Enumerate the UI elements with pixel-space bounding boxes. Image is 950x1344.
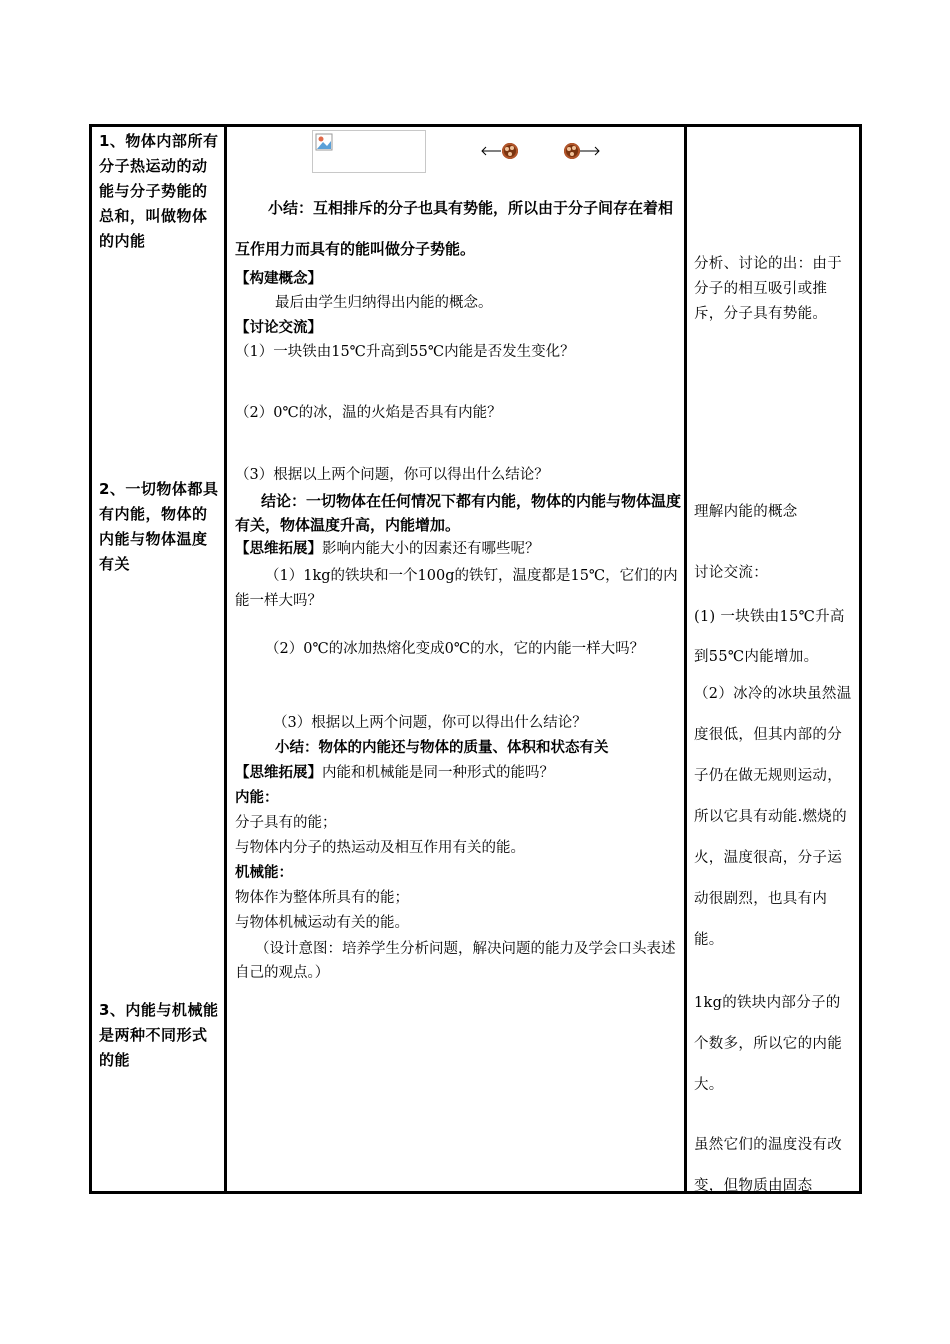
table-left-border — [89, 124, 92, 1194]
broken-image-placeholder — [312, 130, 426, 173]
build-concept-heading: 【构建概念】 — [235, 271, 322, 287]
right-arrow-icon — [580, 146, 602, 156]
mechanical-energy-line-2: 与物体机械运动有关的能。 — [235, 915, 409, 931]
extension-1-question-2: （2）0℃的冰加热熔化变成0℃的水，它的内能一样大吗？ — [265, 641, 645, 657]
build-concept-text: 最后由学生归纳得出内能的概念。 — [275, 295, 493, 311]
extension-1-question-3: （3）根据以上两个问题，你可以得出什么结论？ — [273, 715, 587, 731]
analysis-note: 分析、讨论的出：由于分子的相互吸引或推斥，分子具有势能。 — [694, 256, 842, 322]
summary-factors: 小结：物体的内能还与物体的质量、体积和状态有关 — [275, 740, 609, 756]
conclusion-text: 结论：一切物体在任何情况下都有内能，物体的内能与物体温度有关，物体温度升高，内能增加。 — [235, 492, 682, 534]
discussion-heading: 【讨论交流】 — [235, 320, 322, 336]
table-divider-1 — [224, 124, 227, 1194]
knowledge-point-3: 3、内能与机械能是两种不同形式的能 — [99, 1001, 219, 1069]
extension-1-text: 影响内能大小的因素还有哪些呢？ — [322, 541, 540, 557]
broken-image-icon — [315, 133, 333, 151]
summary-molecular-potential: 小结：互相排斥的分子也具有势能，所以由于分子间存在着相互作用力而具有的能叫做分子势能。 — [235, 199, 674, 258]
extension-1 — [235, 538, 681, 560]
molecule-diagram — [480, 140, 604, 162]
extension-2-text: 内能和机械能是同一种形式的能吗？ — [322, 765, 554, 781]
answer-3: 1kg的铁块内部分子的个数多，所以它的内能大。 — [694, 995, 842, 1093]
discussion-question-1: （1）一块铁由15℃升高到55℃内能是否发生变化？ — [235, 344, 575, 360]
internal-energy-line-2: 与物体内分子的热运动及相互作用有关的能。 — [235, 840, 525, 856]
left-arrow-icon — [480, 146, 502, 156]
discussion-question-3: （3）根据以上两个问题，你可以得出什么结论？ — [235, 467, 549, 483]
answer-2: （2）冰冷的冰块虽然温度很低，但其内部的分子仍在做无规则运动，所以它具有动能.燃烧的火，温度很高，分子运动很剧烈，也具有内能。 — [694, 686, 852, 948]
discussion-question-2: （2）0℃的冰，温的火焰是否具有内能？ — [235, 405, 502, 421]
table-divider-2 — [684, 124, 687, 1194]
extension-2-heading: 【思维拓展】 — [235, 765, 322, 781]
answer-1: (1) 一块铁由15℃升高到55℃内能增加。 — [694, 609, 845, 665]
internal-energy-line-1: 分子具有的能； — [235, 815, 337, 831]
answer-4: 虽然它们的温度没有改变，但物质由固态 — [694, 1137, 842, 1194]
molecule-left-icon — [502, 143, 518, 159]
design-intent: （设计意图：培养学生分析问题，解决问题的能力及学会口头表述自己的观点。） — [235, 941, 676, 981]
molecule-right-icon — [564, 143, 580, 159]
mechanical-energy-line-1: 物体作为整体所具有的能； — [235, 890, 409, 906]
knowledge-point-1: 1、物体内部所有分子热运动的动能与分子势能的总和，叫做物体的内能 — [99, 132, 219, 250]
extension-2 — [235, 762, 681, 784]
table-right-border — [859, 124, 862, 1194]
table-top-border — [89, 124, 862, 127]
extension-1-question-1: （1）1kg的铁块和一个100g的铁钉，温度都是15℃，它们的内能一样大吗？ — [235, 568, 678, 609]
knowledge-point-2: 2、一切物体都具有内能，物体的内能与物体温度有关 — [99, 480, 219, 573]
internal-energy-heading: 内能： — [235, 790, 279, 806]
discussion-note-heading: 讨论交流： — [694, 565, 768, 581]
extension-1-heading: 【思维拓展】 — [235, 541, 322, 557]
understand-note: 理解内能的概念 — [694, 504, 798, 520]
mechanical-energy-heading: 机械能： — [235, 865, 293, 881]
